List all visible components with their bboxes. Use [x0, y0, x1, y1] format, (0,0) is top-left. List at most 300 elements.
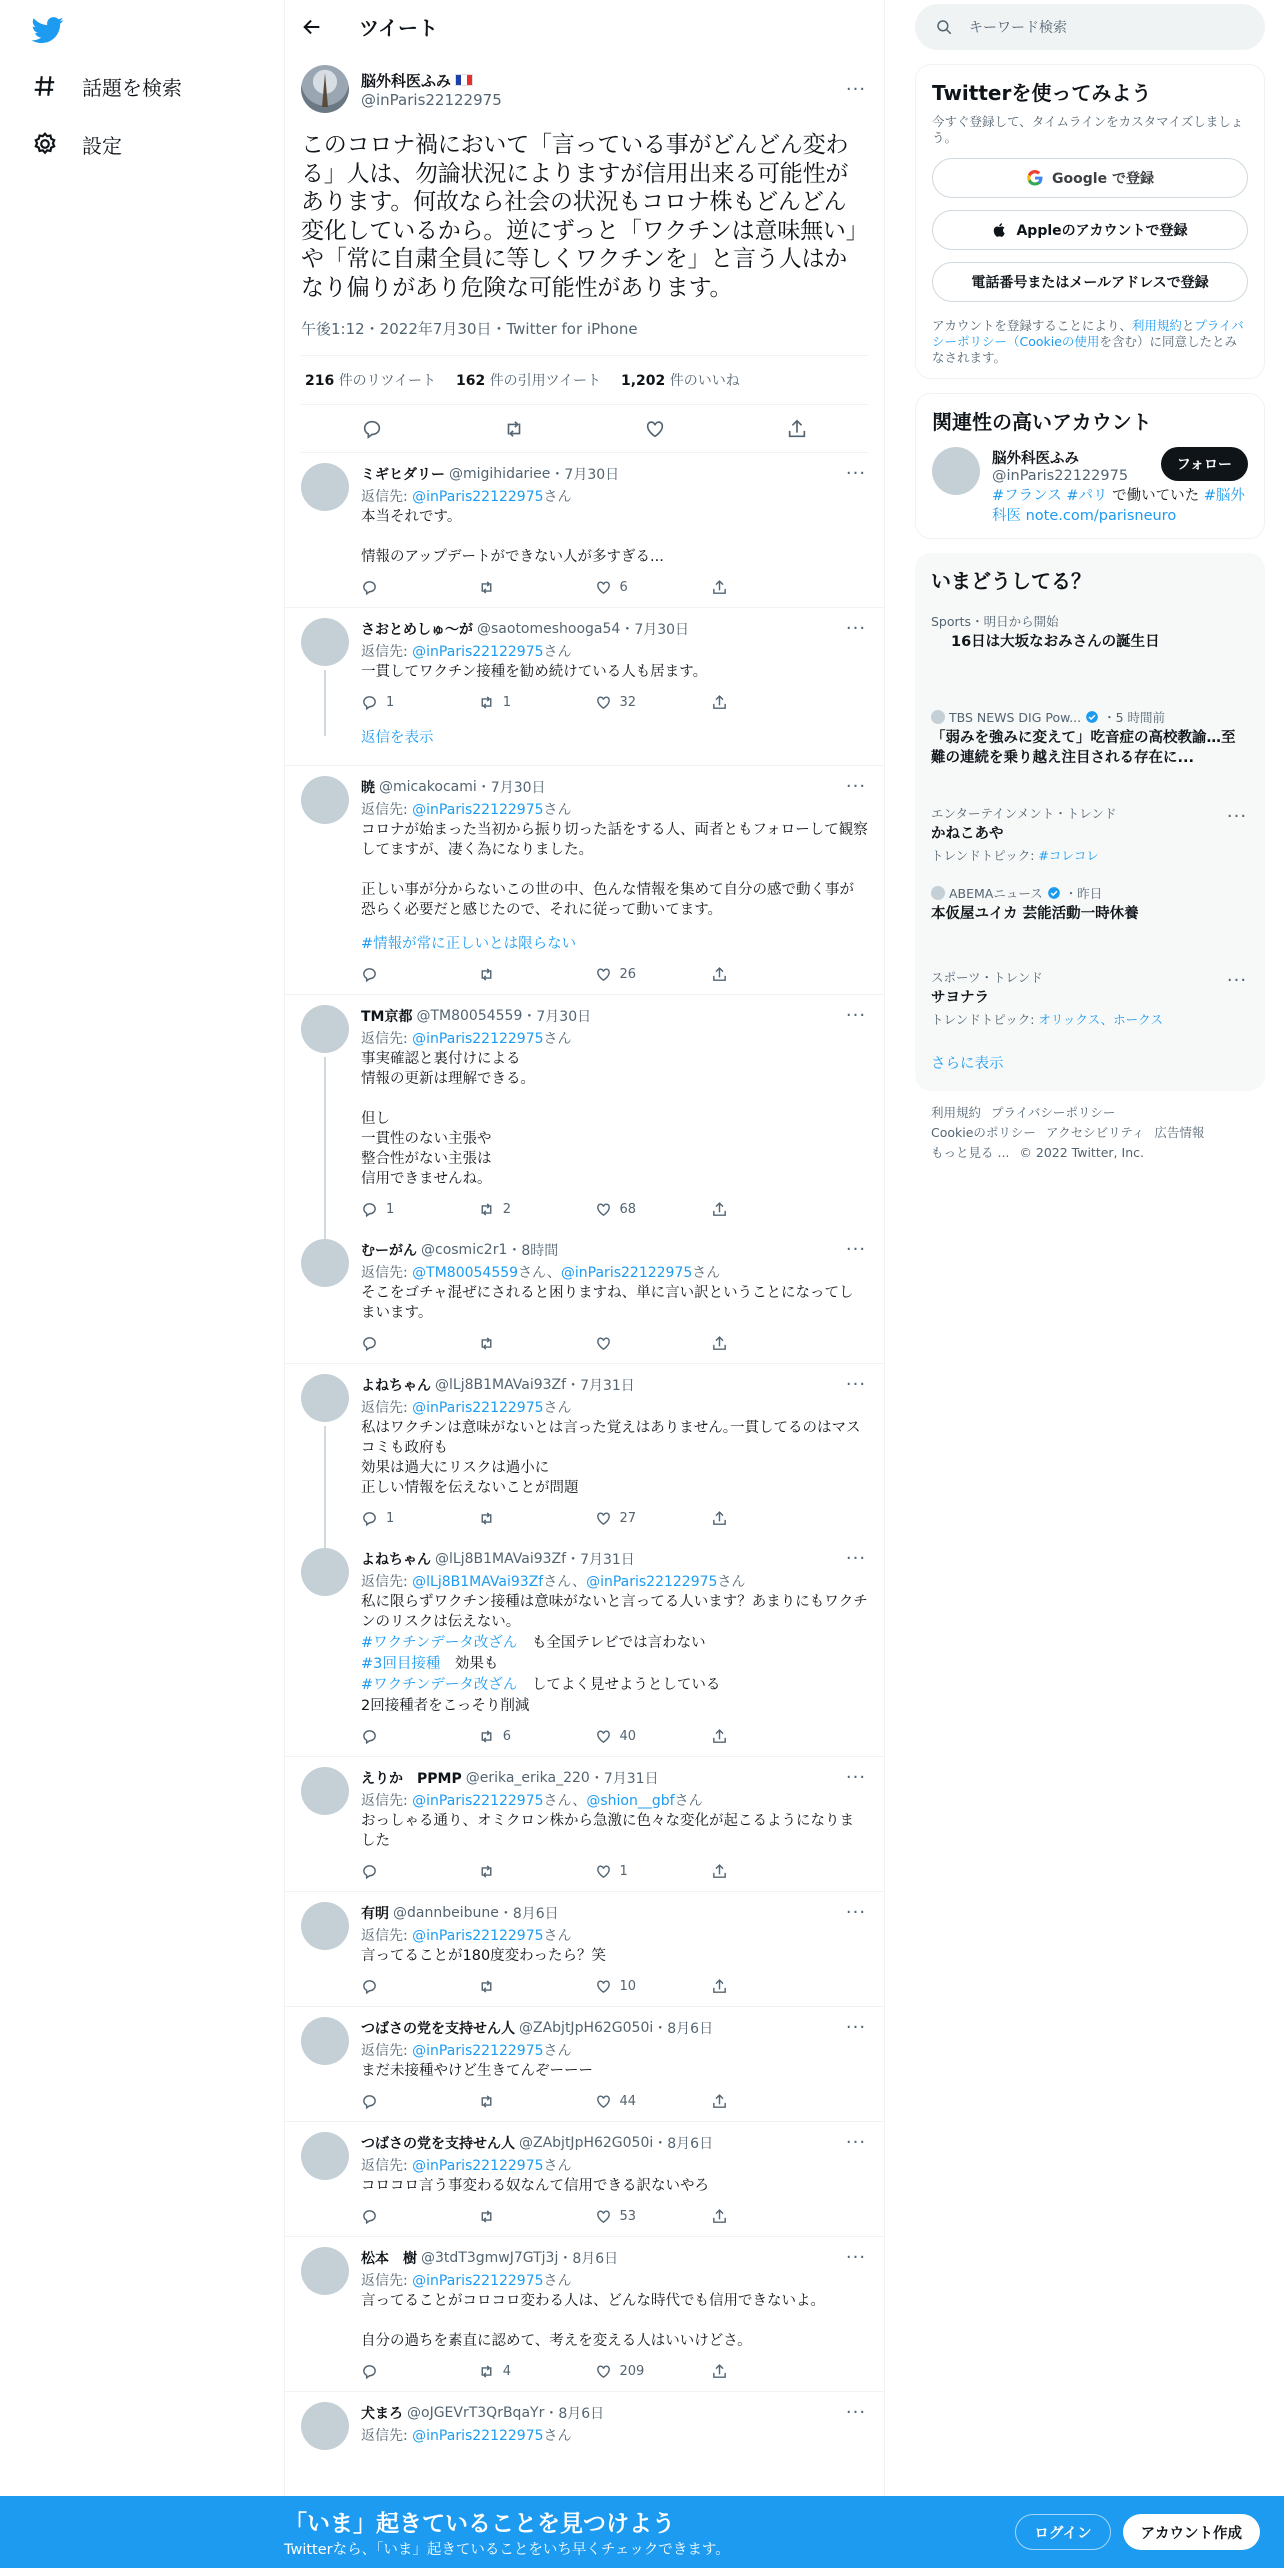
footer-link[interactable]: プライバシーポリシー	[991, 1105, 1116, 1120]
trends-card	[915, 553, 1265, 1091]
retweet-button[interactable]	[478, 2208, 595, 2225]
bio-hashtag[interactable]: #パリ	[1066, 488, 1108, 504]
footer-link[interactable]: © 2022 Twitter, Inc.	[1019, 1145, 1144, 1160]
reply-date[interactable]: 7月31日	[580, 1377, 635, 1394]
reply-actions	[361, 1498, 868, 1538]
reply-author-handle[interactable]: @TM80054559	[416, 1007, 523, 1024]
share-button[interactable]	[711, 1978, 728, 1995]
reply-icon[interactable]	[361, 418, 383, 440]
reply-author-handle[interactable]: @3tdT3gmwJ7GTj3j	[421, 2249, 559, 2266]
like-icon	[595, 2363, 612, 2380]
like-button[interactable]	[595, 1335, 712, 1352]
trend-topic: トレンドトピック: オリックス、ホークス	[931, 1012, 1164, 1027]
reply-author-name[interactable]: むーがん	[361, 1242, 417, 1259]
reply-actions	[361, 1966, 868, 2006]
retweet-count[interactable]: 216 件のリツイート	[305, 373, 436, 389]
avatar[interactable]	[301, 1548, 349, 1596]
reply-icon	[361, 966, 378, 983]
share-icon	[711, 694, 728, 711]
related-title: 関連性の高いアカウント	[932, 410, 1152, 434]
share-button[interactable]	[711, 2208, 728, 2225]
more-icon[interactable]: ···	[845, 1767, 867, 1788]
phone-email-signup-button[interactable]	[932, 262, 1248, 302]
replying-to: 返信先: @inParis22122975さん	[361, 1928, 572, 1944]
retweet-button[interactable]	[478, 1863, 595, 1880]
left-nav	[0, 0, 284, 2568]
france-flag-icon	[455, 74, 473, 86]
reply-date[interactable]: 8時間	[521, 1242, 559, 1259]
like-button[interactable]: 40	[595, 1728, 712, 1745]
reply-tweet[interactable]: 有明 @dannbeibune ・ 8月6日 ··· 返信先: @inParis22122975さん 言ってることが180度変わったら？笑 10	[285, 1892, 884, 2007]
reply-author-name[interactable]: 暁	[361, 779, 375, 796]
mention-link[interactable]: @inParis22122975	[412, 2273, 544, 2289]
signup-subtitle: 今すぐ登録して、タイムラインをカスタマイズしましょう。	[932, 114, 1244, 145]
like-count[interactable]: 1,202 件のいいね	[621, 373, 740, 389]
hashtag-link[interactable]: #ワクチンデータ改ざん	[361, 1635, 518, 1651]
nav-settings[interactable]	[32, 124, 122, 164]
tweet-timestamp[interactable]: 午後1:12・2022年7月30日・Twitter for iPhone	[301, 318, 868, 356]
trend-title: かねこあや	[931, 826, 1004, 842]
reply-text: 一貫してワクチン接種を勧め続けている人も居ます。	[361, 664, 708, 680]
hashtag-link[interactable]: #情報が常に正しいとは限らない	[361, 936, 577, 952]
reply-icon	[361, 2093, 378, 2110]
reply-icon	[361, 1201, 378, 1218]
retweet-icon	[478, 1728, 495, 1745]
footer-link[interactable]: 利用規約	[931, 1105, 982, 1120]
like-button[interactable]: 10	[595, 1978, 712, 1995]
reply-date[interactable]: 7月31日	[580, 1551, 635, 1568]
reply-tweet[interactable]: むーがん @cosmic2r1 ・ 8時間 ··· 返信先: @TM80054559さん、@inParis22122975さん そこをゴチャ混ぜにされると困りますね、単に言い訳ということになってしまいます。	[285, 1229, 884, 1364]
share-icon	[711, 1510, 728, 1527]
reply-date[interactable]: 8月6日	[512, 1905, 559, 1922]
like-button[interactable]: 209	[595, 2363, 712, 2380]
like-icon	[595, 2208, 612, 2225]
retweet-icon	[478, 1201, 495, 1218]
search-input[interactable]: キーワード検索	[969, 20, 1067, 36]
reply-tweet[interactable]: さおとめしゅ〜が @saotomeshooga54 ・ 7月30日 ··· 返信先: @inParis22122975さん 一貫してワクチン接種を勧め続けている人も居ます。 1 1 32	[285, 608, 884, 722]
replying-to: 返信先: @inParis22122975さん	[361, 2043, 572, 2059]
like-icon	[595, 1335, 612, 1352]
twitter-bird-icon[interactable]	[32, 14, 64, 46]
reply-author-name[interactable]: つばさの党を支持せん人	[361, 2020, 515, 2037]
follow-button[interactable]: フォロー	[1161, 447, 1248, 481]
reply-author-name[interactable]: 犬まろ	[361, 2405, 403, 2422]
reply-button[interactable]	[361, 2093, 478, 2110]
avatar[interactable]	[301, 1005, 349, 1053]
retweet-icon	[478, 579, 495, 596]
related-handle: @inParis22122975	[992, 468, 1129, 484]
share-icon	[711, 1335, 728, 1352]
nav-explore-label: 話題を検索	[82, 75, 182, 100]
reply-button[interactable]	[361, 1978, 478, 1995]
retweet-button[interactable]: 6	[478, 1728, 595, 1745]
tweet-stats	[301, 356, 868, 405]
share-button[interactable]	[711, 1510, 728, 1527]
more-icon[interactable]: ···	[845, 1005, 867, 1026]
gear-icon	[32, 131, 58, 157]
like-button[interactable]: 6	[595, 579, 712, 596]
reply-actions	[361, 954, 868, 994]
mention-link[interactable]: @inParis22122975	[412, 2428, 544, 2444]
replying-to: 返信先: @inParis22122975さん	[361, 1031, 572, 1047]
reply-author-name[interactable]: よねちゃん	[361, 1377, 431, 1394]
thread-line	[324, 1426, 326, 1552]
reply-date[interactable]: 8月6日	[558, 2405, 605, 2422]
right-sidebar	[915, 0, 1265, 1175]
reply-button[interactable]	[361, 2208, 478, 2225]
like-button[interactable]: 27	[595, 1510, 712, 1527]
reply-button[interactable]	[361, 1863, 478, 1880]
reply-author-handle[interactable]: @lLj8B1MAVai93Zf	[435, 1550, 567, 1567]
retweet-button[interactable]	[478, 579, 595, 596]
reply-author-name[interactable]: 有明	[361, 1905, 389, 1922]
reply-date[interactable]: 8月6日	[667, 2020, 714, 2037]
reply-text: 本当それです。 情報のアップデートができない人が多すぎる...	[361, 509, 664, 565]
reply-tweet[interactable]: よねちゃん @lLj8B1MAVai93Zf ・ 7月31日 ··· 返信先: @lLj8B1MAVai93Zfさん、@inParis22122975さん 私に限らずワクチン接種は意味がないと言ってる人います？あまりにもワクチンのリスクは伝えない。 #ワクチンデータ改ざん も全国テレビでは言わない #3回目接種 効果も #ワクチンデータ改ざん してよく見せようとしている 2回接種者をこっそり削減 6 40	[285, 1538, 884, 1757]
like-icon[interactable]	[644, 418, 666, 440]
retweet-button[interactable]: 1	[478, 694, 595, 711]
more-icon[interactable]: ···	[845, 2132, 867, 2153]
apple-signup-button[interactable]	[932, 210, 1248, 250]
reply-date[interactable]: 8月6日	[667, 2135, 714, 2152]
like-icon	[595, 1863, 612, 1880]
phone-signup-label: 電話番号またはメールアドレスで登録	[971, 275, 1209, 291]
retweet-icon	[478, 966, 495, 983]
show-replies-link[interactable]: 返信を表示	[285, 722, 884, 766]
avatar[interactable]	[301, 618, 349, 666]
share-button[interactable]	[711, 1201, 728, 1218]
reply-author-handle[interactable]: @ZAbjtJpH62G050i	[519, 2134, 654, 2151]
reply-button[interactable]	[361, 2363, 478, 2380]
trend-title: 本仮屋ユイカ 芸能活動一時休養	[931, 906, 1139, 922]
trend-topic: トレンドトピック: #コレコレ	[931, 848, 1099, 863]
reply-date[interactable]: 7月30日	[490, 779, 546, 796]
share-icon	[711, 1863, 728, 1880]
nav-explore[interactable]	[32, 66, 182, 106]
like-icon	[595, 1201, 612, 1218]
reply-tweet[interactable]: つばさの党を支持せん人 @ZAbjtJpH62G050i ・ 8月6日 ··· 返信先: @inParis22122975さん コロコロ言う事変わる奴なんて信用できる訳ないやろ 53	[285, 2122, 884, 2237]
signup-card	[915, 64, 1265, 379]
author-name[interactable]	[361, 70, 832, 91]
retweet-button[interactable]: 2	[478, 1201, 595, 1218]
reply-button[interactable]: 1	[361, 1201, 478, 1218]
terms-link[interactable]: 利用規約	[1131, 318, 1182, 333]
reply-text: 言ってることがコロコロ変わる人は、どんな時代でも信用できないよ。 自分の過ちを素直に認めて、考えを変える人はいいけどさ。	[361, 2293, 825, 2349]
like-icon	[595, 1978, 612, 1995]
page-title: ツイート	[359, 16, 438, 40]
trends-title: いまどうしてる？	[931, 569, 1091, 593]
back-arrow-icon[interactable]	[301, 16, 323, 38]
tweet-header	[285, 0, 884, 53]
login-button[interactable]: ログイン	[1015, 2514, 1110, 2550]
mention-link[interactable]: @inParis22122975	[412, 1400, 544, 1416]
hashtag-link[interactable]: #3回目接種	[361, 1656, 441, 1672]
apple-icon	[992, 221, 1008, 239]
reply-author-handle[interactable]: @ZAbjtJpH62G050i	[519, 2019, 654, 2036]
replying-to: 返信先: @lLj8B1MAVai93Zfさん、@inParis22122975さん	[361, 1574, 746, 1590]
retweet-button[interactable]	[478, 1335, 595, 1352]
tweet-text: このコロナ禍において「言っている事がどんどん変わる」人は、勿論状況によりますが信用出来る可能性があります。何故なら社会の状況もコロナ株もどんどん変化しているから。逆にずっと「ワクチンは意味無い」や「常に自粛全員に等しくワクチンを」と言う人はかなり偏りがあり危険な可能性があります。	[301, 132, 857, 301]
avatar[interactable]	[301, 1902, 349, 1950]
reply-author-name[interactable]: えりか PPMP	[361, 1770, 462, 1787]
reply-author-name[interactable]: ミギヒダリー	[361, 466, 445, 483]
reply-author-name[interactable]: 松本 樹	[361, 2250, 417, 2267]
trend-topic-link[interactable]: オリックス、ホークス	[1038, 1012, 1164, 1027]
mention-link[interactable]: @inParis22122975	[412, 2158, 544, 2174]
more-icon[interactable]: ···	[1226, 970, 1248, 991]
reply-tweet[interactable]: 暁 @micakocami ・ 7月30日 ··· 返信先: @inParis22122975さん コロナが始まった当初から振り切った話をする人、両者ともフォローして観察してますが、凄く為になりました。 正しい事が分からないこの世の中、色んな情報を集めて自分の感で動く事が恐らく必要だと感じたので、それに従って動いてます。 #情報が常に正しいとは限らない 26	[285, 766, 884, 995]
reply-button[interactable]: 1	[361, 1510, 478, 1527]
reply-icon	[361, 1728, 378, 1745]
reply-text: 言ってることが180度変わったら？笑	[361, 1948, 607, 1964]
reply-date[interactable]: 7月30日	[536, 1008, 592, 1025]
reply-text: そこをゴチャ混ぜにされると困りますね、単に言い訳ということになってしまいます。	[361, 1285, 854, 1321]
reply-author-handle[interactable]: @erika_erika_220	[465, 1769, 590, 1786]
reply-author-name[interactable]: さおとめしゅ〜が	[361, 621, 473, 638]
reply-author-handle[interactable]: @migihidariee	[449, 465, 551, 482]
source-avatar	[931, 710, 945, 724]
reply-actions	[361, 1189, 868, 1229]
share-icon	[711, 579, 728, 596]
trend-item[interactable]: TBS NEWS DIG Pow... ・5 時間前 「弱みを強みに変えて」吃音症の高校教諭…至難の連続を乗り越え注目される存在に...	[931, 698, 1249, 794]
share-button[interactable]	[711, 1728, 728, 1745]
reply-button[interactable]	[361, 1728, 478, 1745]
replying-to: 返信先: @inParis22122975さん	[361, 2273, 572, 2289]
more-icon[interactable]: ···	[845, 78, 867, 100]
retweet-icon	[478, 2363, 495, 2380]
more-icon[interactable]: ···	[845, 2017, 867, 2038]
reply-button[interactable]	[361, 966, 478, 983]
reply-tweet[interactable]: よねちゃん @lLj8B1MAVai93Zf ・ 7月31日 ··· 返信先: @inParis22122975さん 私はワクチンは意味がないとは言った覚えはありません｡一貫してるのはマスコミも政府も 効果は過大にリスクは過小に 正しい情報を伝えないことが問題 1 27	[285, 1364, 884, 1538]
more-icon[interactable]: ···	[845, 1548, 867, 1569]
reply-button[interactable]	[361, 1335, 478, 1352]
main-column	[284, 0, 885, 2568]
like-button[interactable]: 32	[595, 694, 712, 711]
mention-link[interactable]: @inParis22122975	[412, 1928, 544, 1944]
retweet-icon	[478, 2093, 495, 2110]
thread-line	[324, 1057, 326, 1243]
replying-to: 返信先: @inParis22122975さん	[361, 2428, 572, 2444]
bio-link[interactable]: note.com/parisneuro	[1025, 508, 1177, 524]
retweet-icon	[478, 1863, 495, 1880]
retweet-icon	[478, 1978, 495, 1995]
reply-text: 私に限らずワクチン接種は意味がないと言ってる人います？あまりにもワクチンのリスクは伝えない。	[361, 1594, 868, 1630]
like-button[interactable]: 26	[595, 966, 712, 983]
reply-button[interactable]	[361, 579, 478, 596]
google-icon	[1026, 169, 1044, 187]
more-icon[interactable]: ···	[845, 776, 867, 797]
bio-hashtag[interactable]: #脳外科医	[992, 488, 1245, 524]
reply-actions	[361, 1323, 868, 1363]
reply-icon	[361, 2363, 378, 2380]
avatar[interactable]	[932, 447, 980, 495]
signup-title: Twitterを使ってみよう	[932, 81, 1152, 105]
replying-to: 返信先: @TM80054559さん、@inParis22122975さん	[361, 1265, 721, 1281]
reply-tweet[interactable]: 犬まろ @oJGEVrT3QrBqaYr ・ 8月6日 ··· 返信先: @inParis22122975さん	[285, 2392, 884, 2450]
mention-link[interactable]: @inParis22122975	[412, 644, 544, 660]
reply-author-handle[interactable]: @saotomeshooga54	[477, 620, 621, 637]
verified-badge-icon	[1085, 710, 1099, 724]
more-icon[interactable]: ···	[845, 1374, 867, 1395]
mention-link[interactable]: @inParis22122975	[560, 1265, 693, 1281]
like-button[interactable]: 44	[595, 2093, 712, 2110]
like-icon	[595, 1510, 612, 1527]
mention-link[interactable]: @TM80054559	[412, 1265, 519, 1281]
replying-to: 返信先: @inParis22122975さん	[361, 644, 572, 660]
reply-author-handle[interactable]: @micakocami	[379, 778, 477, 795]
mention-link[interactable]: @inParis22122975	[586, 1574, 718, 1590]
reply-text: コロナが始まった当初から振り切った話をする人、両者ともフォローして観察してますが、凄く為になりました。 正しい事が分からないこの世の中、色んな情報を集めて自分の感で動く事が恐らく必要だと感じたので、それに従って動いてます。	[361, 822, 868, 918]
retweet-button[interactable]	[478, 966, 595, 983]
mention-link[interactable]: @shion__gbf	[586, 1793, 675, 1809]
avatar[interactable]	[301, 2017, 349, 2065]
reply-author-handle[interactable]: @dannbeibune	[393, 1904, 499, 1921]
reply-icon	[361, 694, 378, 711]
google-signup-button[interactable]	[932, 158, 1248, 198]
avatar[interactable]	[301, 2247, 349, 2295]
like-button[interactable]: 1	[595, 1863, 712, 1880]
share-button[interactable]	[711, 579, 728, 596]
related-name: 脳外科医ふみ	[992, 451, 1079, 467]
retweet-button[interactable]	[478, 1978, 595, 1995]
google-signup-label: Google で登録	[1052, 171, 1154, 187]
like-button[interactable]: 53	[595, 2208, 712, 2225]
share-icon[interactable]	[786, 418, 808, 440]
related-account[interactable]	[932, 447, 1248, 526]
search-icon	[935, 18, 953, 36]
privacy-link[interactable]: プライバシーポリシー（Cookieの使用	[932, 318, 1244, 349]
avatar[interactable]	[301, 2132, 349, 2180]
author-handle[interactable]: @inParis22122975	[361, 90, 502, 109]
footer-link[interactable]: 広告情報	[1154, 1125, 1205, 1140]
reply-tweet[interactable]: つばさの党を支持せん人 @ZAbjtJpH62G050i ・ 8月6日 ··· 返信先: @inParis22122975さん まだ未接種やけど生きてんぞーーー 44	[285, 2007, 884, 2122]
avatar[interactable]	[301, 2402, 349, 2450]
source-avatar	[931, 886, 945, 900]
reply-tweet[interactable]: えりか PPMP @erika_erika_220 ・ 7月31日 ··· 返信先: @inParis22122975さん、@shion__gbfさん おっしゃる通り、オミクロン株から急激に色々な変化が起こるようになりました 1	[285, 1757, 884, 1892]
mention-link[interactable]: @lLj8B1MAVai93Zf	[412, 1574, 544, 1590]
retweet-button[interactable]: 4	[478, 2363, 595, 2380]
retweet-icon[interactable]	[503, 418, 525, 440]
reply-icon	[361, 1978, 378, 1995]
reply-icon	[361, 2208, 378, 2225]
more-icon[interactable]: ···	[845, 463, 867, 484]
retweet-button[interactable]	[478, 2093, 595, 2110]
footer-link[interactable]: もっと見る ...	[931, 1145, 1010, 1160]
reply-actions	[361, 682, 868, 722]
retweet-icon	[478, 1510, 495, 1527]
like-icon	[595, 1728, 612, 1745]
focal-tweet	[285, 53, 884, 453]
like-button[interactable]: 68	[595, 1201, 712, 1218]
reply-icon	[361, 579, 378, 596]
reply-icon	[361, 1510, 378, 1527]
reply-author-name[interactable]: よねちゃん	[361, 1551, 431, 1568]
reply-author-name[interactable]: TM京都	[361, 1008, 413, 1025]
like-icon	[595, 694, 612, 711]
reply-button[interactable]: 1	[361, 694, 478, 711]
more-icon[interactable]: ···	[845, 2402, 867, 2423]
author-name-text: 脳外科医ふみ	[361, 71, 452, 90]
retweet-icon	[478, 2208, 495, 2225]
reply-text: 事実確認と裏付けによる 情報の更新は理解できる。 但し 一貫性のない主張や 整合性がない主張は 信用できませんね。	[361, 1051, 535, 1187]
share-button[interactable]	[711, 966, 728, 983]
more-icon[interactable]: ···	[1226, 806, 1248, 827]
mention-link[interactable]: @inParis22122975	[412, 2043, 544, 2059]
reply-tweet[interactable]: 松本 樹 @3tdT3gmwJ7GTj3j ・ 8月6日 ··· 返信先: @inParis22122975さん 言ってることがコロコロ変わる人は、どんな時代でも信用できないよ。 自分の過ちを素直に認めて、考えを変える人はいいけどさ。 4 209	[285, 2237, 884, 2392]
bottom-signup-bar	[0, 2496, 1284, 2568]
quote-count[interactable]: 162 件の引用ツイート	[456, 373, 601, 389]
avatar[interactable]	[301, 463, 349, 511]
reply-text: まだ未接種やけど生きてんぞーーー	[361, 2063, 593, 2079]
more-icon[interactable]: ···	[845, 618, 867, 639]
mention-link[interactable]: @inParis22122975	[412, 802, 544, 818]
create-account-button[interactable]: アカウント作成	[1123, 2514, 1260, 2550]
reply-tweet[interactable]: ミギヒダリー @migihidariee ・ 7月30日 ··· 返信先: @inParis22122975さん 本当それです。 情報のアップデートができない人が多すぎる... 6	[285, 453, 884, 608]
reply-date[interactable]: 7月30日	[564, 466, 620, 483]
trend-item[interactable]: Sports・明日から開始 16日は大坂なおみさんの誕生日	[931, 602, 1249, 698]
bio-hashtag[interactable]: #フランス	[992, 488, 1062, 504]
trend-topic-link[interactable]: #コレコレ	[1038, 848, 1099, 863]
trend-item[interactable]: スポーツ・トレンド サヨナラ トレンドトピック: オリックス、ホークス ···	[931, 970, 1248, 1027]
reply-actions	[361, 2081, 868, 2121]
footer-link[interactable]: Cookieのポリシー	[931, 1125, 1036, 1140]
hashtag-link[interactable]: #ワクチンデータ改ざん	[361, 1677, 518, 1693]
share-button[interactable]	[711, 1863, 728, 1880]
search-box[interactable]	[915, 4, 1265, 50]
mention-link[interactable]: @inParis22122975	[412, 1793, 544, 1809]
trends-show-more[interactable]: さらに表示	[931, 1056, 1004, 1072]
reply-tweet[interactable]: TM京都 @TM80054559 ・ 7月30日 ··· 返信先: @inParis22122975さん 事実確認と裏付けによる 情報の更新は理解できる。 但し 一貫性のない主張や 整合性がない主張は 信用できませんね。 1 2 68	[285, 995, 884, 1229]
reply-date[interactable]: 7月31日	[603, 1770, 659, 1787]
avatar[interactable]	[301, 1374, 349, 1422]
avatar[interactable]	[301, 1239, 349, 1287]
trend-title: サヨナラ	[931, 990, 989, 1006]
share-button[interactable]	[711, 2093, 728, 2110]
trend-title: 「弱みを強みに変えて」吃音症の高校教諭…至難の連続を乗り越え注目される存在に...	[931, 730, 1236, 766]
retweet-icon	[478, 1335, 495, 1352]
reply-author-handle[interactable]: @cosmic2r1	[421, 1241, 508, 1258]
mention-link[interactable]: @inParis22122975	[412, 1031, 544, 1047]
avatar[interactable]	[301, 776, 349, 824]
share-button[interactable]	[711, 1335, 728, 1352]
reply-text: 私はワクチンは意味がないとは言った覚えはありません｡一貫してるのはマスコミも政府も 効果は過大にリスクは過小に 正しい情報を伝えないことが問題	[361, 1420, 861, 1496]
avatar[interactable]	[301, 65, 349, 113]
reply-date[interactable]: 8月6日	[572, 2250, 619, 2267]
nav-settings-label: 設定	[82, 133, 122, 158]
reply-author-name[interactable]: つばさの党を支持せん人	[361, 2135, 515, 2152]
reply-text: コロコロ言う事変わる奴なんて信用できる訳ないやろ	[361, 2178, 709, 2194]
mention-link[interactable]: @inParis22122975	[412, 489, 544, 505]
avatar[interactable]	[301, 1767, 349, 1815]
retweet-button[interactable]	[478, 1510, 595, 1527]
more-icon[interactable]: ···	[845, 1239, 867, 1260]
share-button[interactable]	[711, 694, 728, 711]
trend-item[interactable]: ABEMAニュース ・昨日 本仮屋ユイカ 芸能活動一時休養	[931, 874, 1249, 958]
reply-date[interactable]: 7月30日	[634, 621, 690, 638]
verified-badge-icon	[1047, 886, 1061, 900]
more-icon[interactable]: ···	[845, 2247, 867, 2268]
reply-actions	[361, 2351, 868, 2391]
share-button[interactable]	[711, 2363, 728, 2380]
reply-actions	[361, 2196, 868, 2236]
more-icon[interactable]: ···	[845, 1902, 867, 1923]
reply-actions	[361, 567, 868, 607]
reply-author-handle[interactable]: @oJGEVrT3QrBqaYr	[407, 2404, 545, 2421]
reply-icon	[361, 1335, 378, 1352]
reply-author-handle[interactable]: @lLj8B1MAVai93Zf	[435, 1376, 567, 1393]
footer-link[interactable]: アクセシビリティ	[1045, 1125, 1145, 1140]
trend-item[interactable]: エンターテインメント・トレンド かねこあや トレンドトピック: #コレコレ ···	[931, 806, 1248, 863]
